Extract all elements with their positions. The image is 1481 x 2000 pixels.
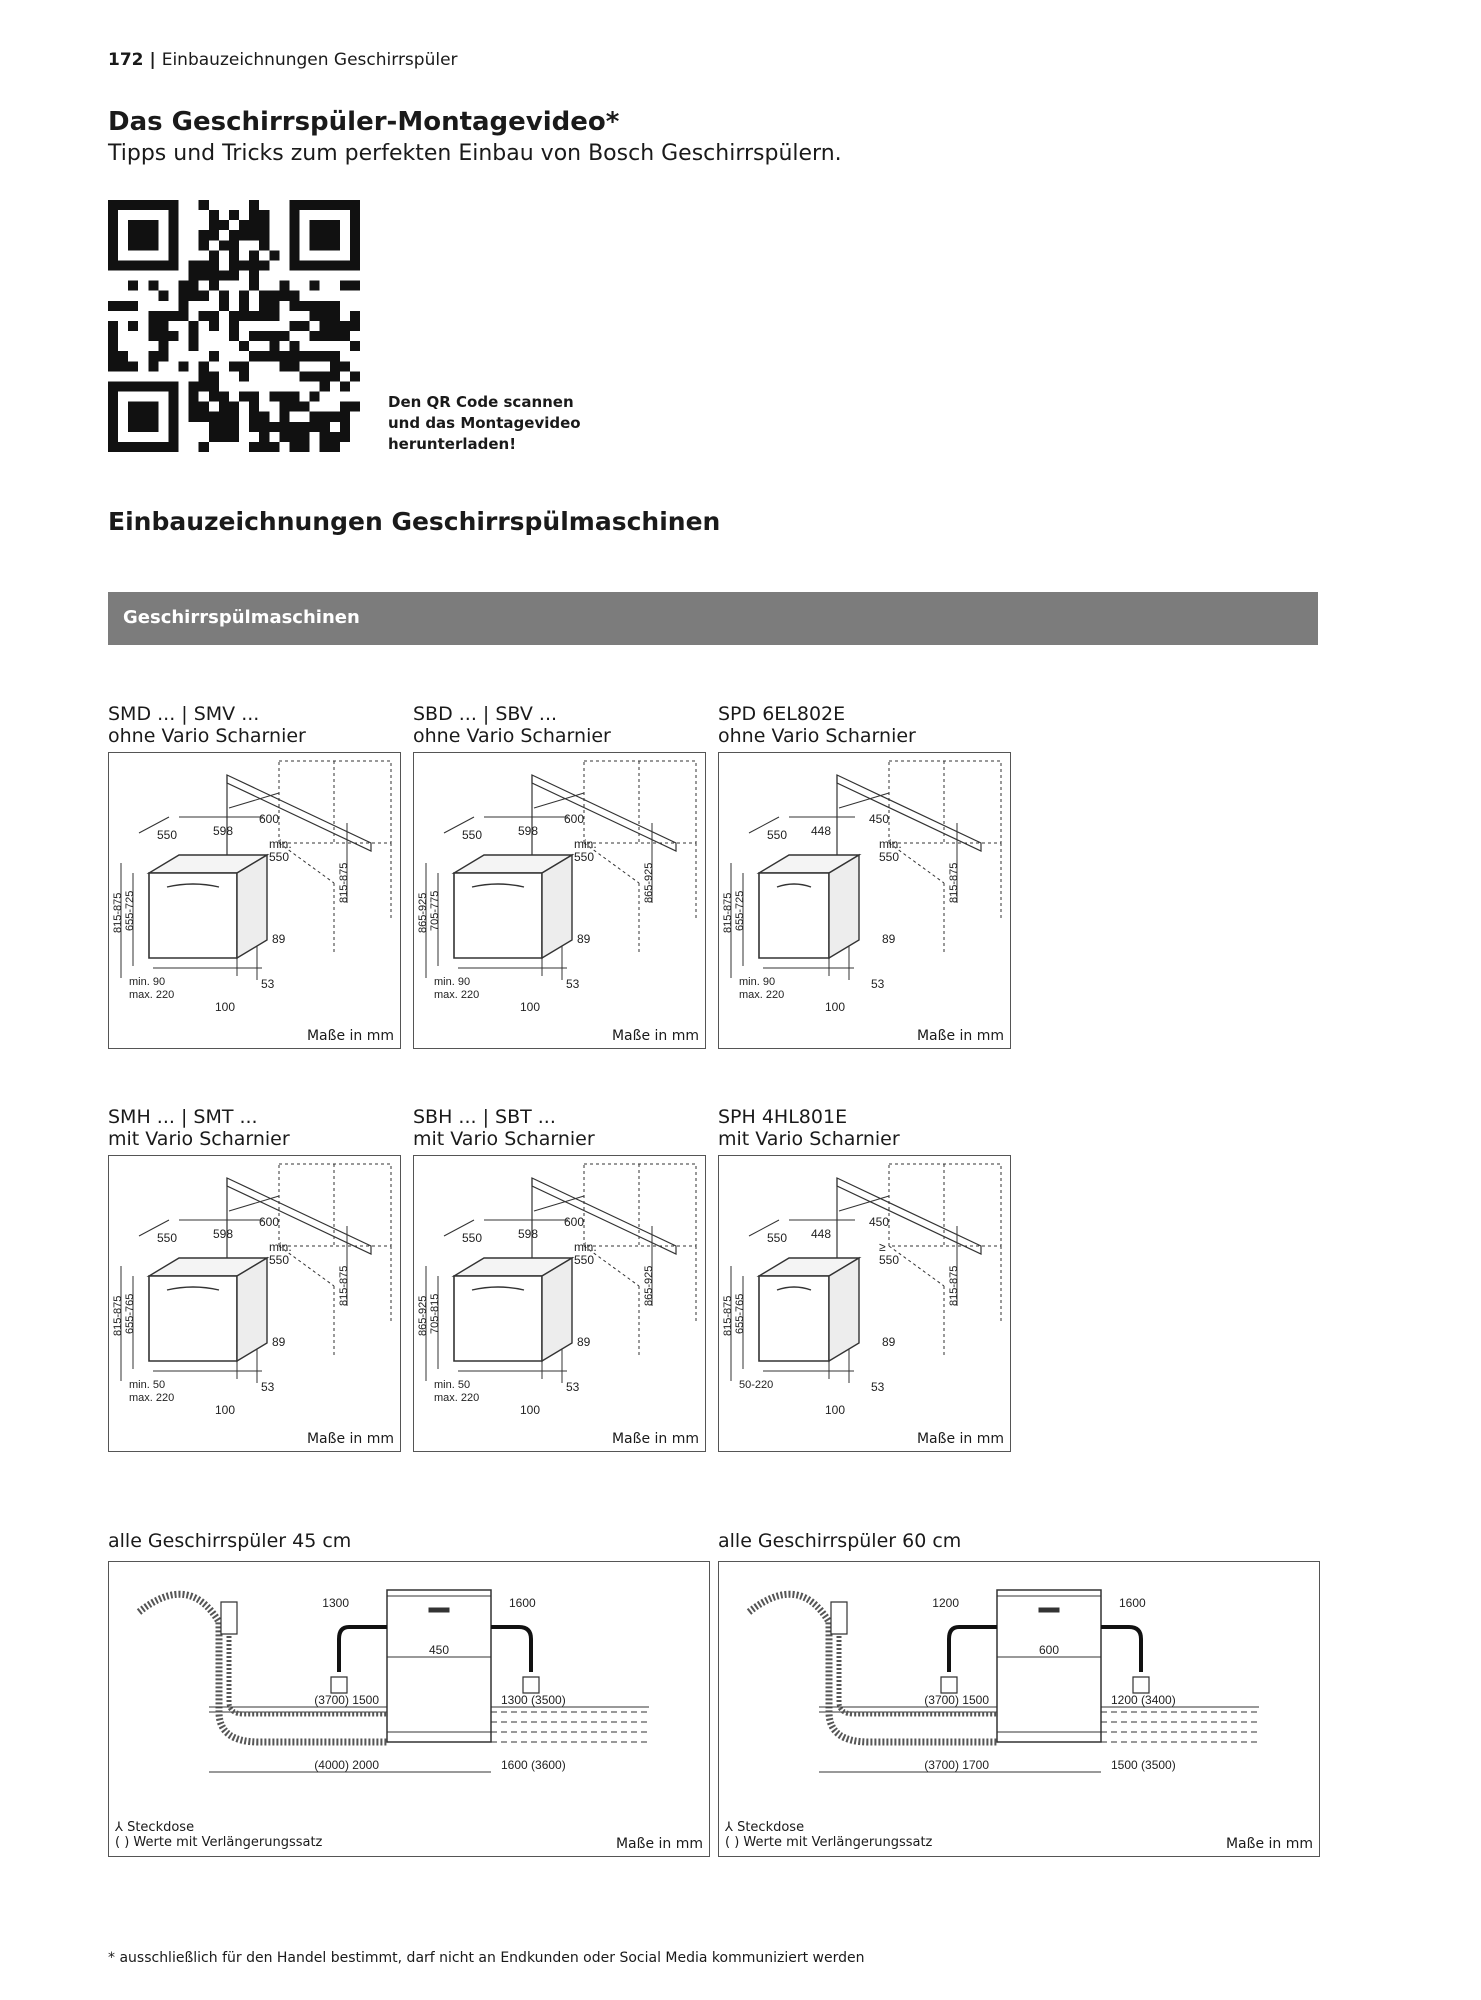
dim-minmax: max. 220 [129,1392,175,1404]
diagram-model: SBD ... | SBV ... [413,703,558,725]
appliance-display [429,1608,449,1612]
dim-height-body: 705-775 [429,890,441,931]
dim-min-label: ≥ [879,1240,886,1254]
dim-minmax: min. 50 [129,1379,166,1391]
dim-plinth: 89 [882,1335,896,1349]
power-route-right [491,1627,531,1672]
water-tap [221,1602,237,1634]
video-title: Das Geschirrspüler-Montagevideo* [108,107,620,137]
diagram-hinge-type: mit Vario Scharnier [413,1128,595,1150]
dim-depth: 448 [811,1227,832,1241]
drain-hose [139,1594,387,1742]
dim-width: 550 [767,828,788,842]
unit-label: Maße in mm [611,1431,699,1447]
dim-niche-height: 865-925 [643,862,655,903]
diagram-model: SBH ... | SBT ... [413,1106,556,1128]
dim-foot: 100 [215,1403,236,1417]
dim-height-body: 655-765 [124,1293,136,1334]
qr-text-line: und das Montagevideo [388,414,581,432]
countertop [837,775,981,851]
legend-extension: ( ) Werte mit Verlängerungssatz [725,1835,933,1850]
dim-width: 550 [767,1231,788,1245]
dim-mid-right: 1300 (3500) [501,1693,566,1707]
dim-depth: 598 [213,824,234,838]
video-subtitle: Tipps und Tricks zum perfekten Einbau von Bosch Geschirrspülern. [108,141,842,166]
water-tap [831,1602,847,1634]
dim-foot: 100 [520,1403,541,1417]
dim-foot: 100 [825,1403,846,1417]
appliance-outline [387,1590,491,1742]
unit-label: Maße in mm [1225,1836,1313,1852]
dim-plinth: 89 [272,932,286,946]
socket-icon: ⅄ [115,1820,128,1835]
category-bar [108,592,1318,645]
power-route-right [1101,1627,1141,1672]
section-title: Einbauzeichnungen Geschirrspülmaschinen [108,507,721,536]
diagram-caption [718,703,916,747]
dim-niche-depth: 450 [869,812,890,826]
dim-min-label: min. [574,837,597,851]
dim-min-value: 550 [269,1253,290,1267]
appliance-side [829,855,859,958]
dim-min-value: 550 [574,1253,595,1267]
appliance-front [454,873,542,958]
dim-depth: 598 [213,1227,234,1241]
dim-niche-height: 815-875 [948,1265,960,1306]
appliance-side [237,855,267,958]
dim-min-value: 550 [879,850,900,864]
connection-diagram [718,1561,1320,1857]
dim-depth: 448 [811,824,832,838]
legend-socket: Steckdose [127,1820,195,1835]
appliance-side [542,855,572,958]
dim-niche-depth: 600 [259,812,280,826]
diagram-model: SPD 6EL802E [718,703,846,725]
unit-label: Maße in mm [615,1836,703,1852]
dim-top-left: 1200 [932,1596,959,1610]
dim-plinth: 89 [577,932,591,946]
dim-minmax: max. 220 [434,989,480,1001]
dim-niche-height: 815-875 [948,862,960,903]
appliance-front [149,1276,237,1361]
dim-niche-height: 815-875 [338,862,350,903]
unit-label: Maße in mm [916,1431,1004,1447]
dim-niche-depth: 600 [564,1215,585,1229]
dim-mid-left: (3700) 1500 [924,1693,989,1707]
dim-min-label: min. [879,837,902,851]
installation-diagram [718,752,1011,1049]
header-section: Einbauzeichnungen Geschirrspüler [161,50,458,70]
diagram-caption [108,1106,290,1150]
dim-foot: 100 [215,1000,236,1014]
installation-diagram [718,1155,1011,1452]
dim-minmax: min. 50 [434,1379,471,1391]
dim-plinth: 89 [577,1335,591,1349]
dim-foot: 53 [871,977,885,991]
dim-minmax: 50-220 [739,1379,774,1391]
diagram-model: SPH 4HL801E [718,1106,848,1128]
dim-niche-depth: 450 [869,1215,890,1229]
appliance-side [542,1258,572,1361]
qr-code[interactable] [108,200,360,452]
category-bar-label: Geschirrspülmaschinen [123,607,360,628]
connection-diagram [108,1561,710,1857]
dim-niche-height: 815-875 [338,1265,350,1306]
appliance-outline [997,1590,1101,1742]
diagram-hinge-type: mit Vario Scharnier [108,1128,290,1150]
countertop [837,1178,981,1254]
countertop [532,1178,676,1254]
socket-left [941,1677,957,1693]
dim-height-total: 815-875 [112,892,124,933]
diagram-caption [108,703,306,747]
diagram-caption [413,1106,595,1150]
dim-height-body: 655-725 [734,890,746,931]
dim-min-label: min. [269,1240,292,1254]
dim-foot: 53 [261,1380,275,1394]
dim-height-total: 815-875 [112,1295,124,1336]
dim-height-total: 815-875 [722,1295,734,1336]
dim-mid-left: (3700) 1500 [314,1693,379,1707]
dim-top-right: 1600 [509,1596,536,1610]
dim-minmax: max. 220 [739,989,785,1001]
dim-width: 550 [462,1231,483,1245]
diagram-model: SMH ... | SMT ... [108,1106,258,1128]
socket-right [1133,1677,1149,1693]
dim-height-body: 655-725 [124,890,136,931]
dim-plinth: 89 [882,932,896,946]
appliance-front [149,873,237,958]
dim-foot: 100 [520,1000,541,1014]
dim-min-value: 550 [269,850,290,864]
dim-foot: 53 [871,1380,885,1394]
diagram-hinge-type: ohne Vario Scharnier [413,725,611,747]
dim-top-left: 1300 [322,1596,349,1610]
dim-height-total: 865-925 [417,892,429,933]
appliance-side [237,1258,267,1361]
installation-diagram [413,752,706,1049]
dim-bottom-left: (4000) 2000 [314,1758,379,1772]
connection-caption: alle Geschirrspüler 60 cm [718,1530,962,1552]
dim-min-label: min. [269,837,292,851]
appliance-side [829,1258,859,1361]
page-header [108,50,458,70]
socket-left [331,1677,347,1693]
socket-right [523,1677,539,1693]
qr-text-line: Den QR Code scannen [388,393,574,411]
dim-width: 450 [428,1643,450,1657]
dim-width: 550 [157,828,178,842]
dim-bottom-right: 1500 (3500) [1111,1758,1176,1772]
dim-foot: 53 [566,1380,580,1394]
power-route-left [949,1627,997,1672]
dim-min-value: 550 [879,1253,900,1267]
power-route-left [339,1627,387,1672]
dim-min-label: min. [574,1240,597,1254]
dim-niche-depth: 600 [564,812,585,826]
diagram-hinge-type: ohne Vario Scharnier [718,725,916,747]
legend-socket: Steckdose [737,1820,805,1835]
page-number: 172 [108,50,144,70]
unit-label: Maße in mm [306,1028,394,1044]
dim-niche-height: 865-925 [643,1265,655,1306]
dim-minmax: min. 90 [739,976,776,988]
unit-label: Maße in mm [916,1028,1004,1044]
installation-diagram [108,752,401,1049]
countertop [532,775,676,851]
dim-height-body: 705-815 [429,1293,441,1334]
header-separator: | [149,50,156,70]
dim-depth: 598 [518,824,539,838]
legend-extension: ( ) Werte mit Verlängerungssatz [115,1835,323,1850]
dim-bottom-left: (3700) 1700 [924,1758,989,1772]
dim-minmax: max. 220 [129,989,175,1001]
footnote: * ausschließlich für den Handel bestimmt, darf nicht an Endkunden oder Social Media kommuniziert werden [108,1950,865,1966]
countertop [227,1178,371,1254]
dim-foot: 100 [825,1000,846,1014]
installation-diagram [413,1155,706,1452]
dim-foot: 53 [261,977,275,991]
diagram-hinge-type: ohne Vario Scharnier [108,725,306,747]
connection-caption: alle Geschirrspüler 45 cm [108,1530,352,1552]
dim-height-body: 655-765 [734,1293,746,1334]
appliance-front [454,1276,542,1361]
dim-height-total: 865-925 [417,1295,429,1336]
dim-width: 550 [157,1231,178,1245]
dim-minmax: max. 220 [434,1392,480,1404]
socket-icon: ⅄ [725,1820,738,1835]
dim-width: 550 [462,828,483,842]
dim-depth: 598 [518,1227,539,1241]
appliance-front [759,1276,829,1361]
unit-label: Maße in mm [611,1028,699,1044]
qr-instructions [388,392,581,455]
dim-minmax: min. 90 [434,976,471,988]
dim-mid-right: 1200 (3400) [1111,1693,1176,1707]
diagram-caption [718,1106,900,1150]
drain-hose [749,1594,997,1742]
qr-text-line: herunterladen! [388,435,517,453]
dim-niche-depth: 600 [259,1215,280,1229]
diagram-model: SMD ... | SMV ... [108,703,260,725]
diagram-hinge-type: mit Vario Scharnier [718,1128,900,1150]
dim-bottom-right: 1600 (3600) [501,1758,566,1772]
diagram-caption [413,703,611,747]
dim-height-total: 815-875 [722,892,734,933]
dim-top-right: 1600 [1119,1596,1146,1610]
dim-width: 600 [1038,1643,1060,1657]
appliance-front [759,873,829,958]
dim-plinth: 89 [272,1335,286,1349]
dim-min-value: 550 [574,850,595,864]
unit-label: Maße in mm [306,1431,394,1447]
legend [725,1820,932,1850]
dim-minmax: min. 90 [129,976,166,988]
installation-diagram [108,1155,401,1452]
appliance-display [1039,1608,1059,1612]
legend [115,1820,322,1850]
dim-foot: 53 [566,977,580,991]
countertop [227,775,371,851]
